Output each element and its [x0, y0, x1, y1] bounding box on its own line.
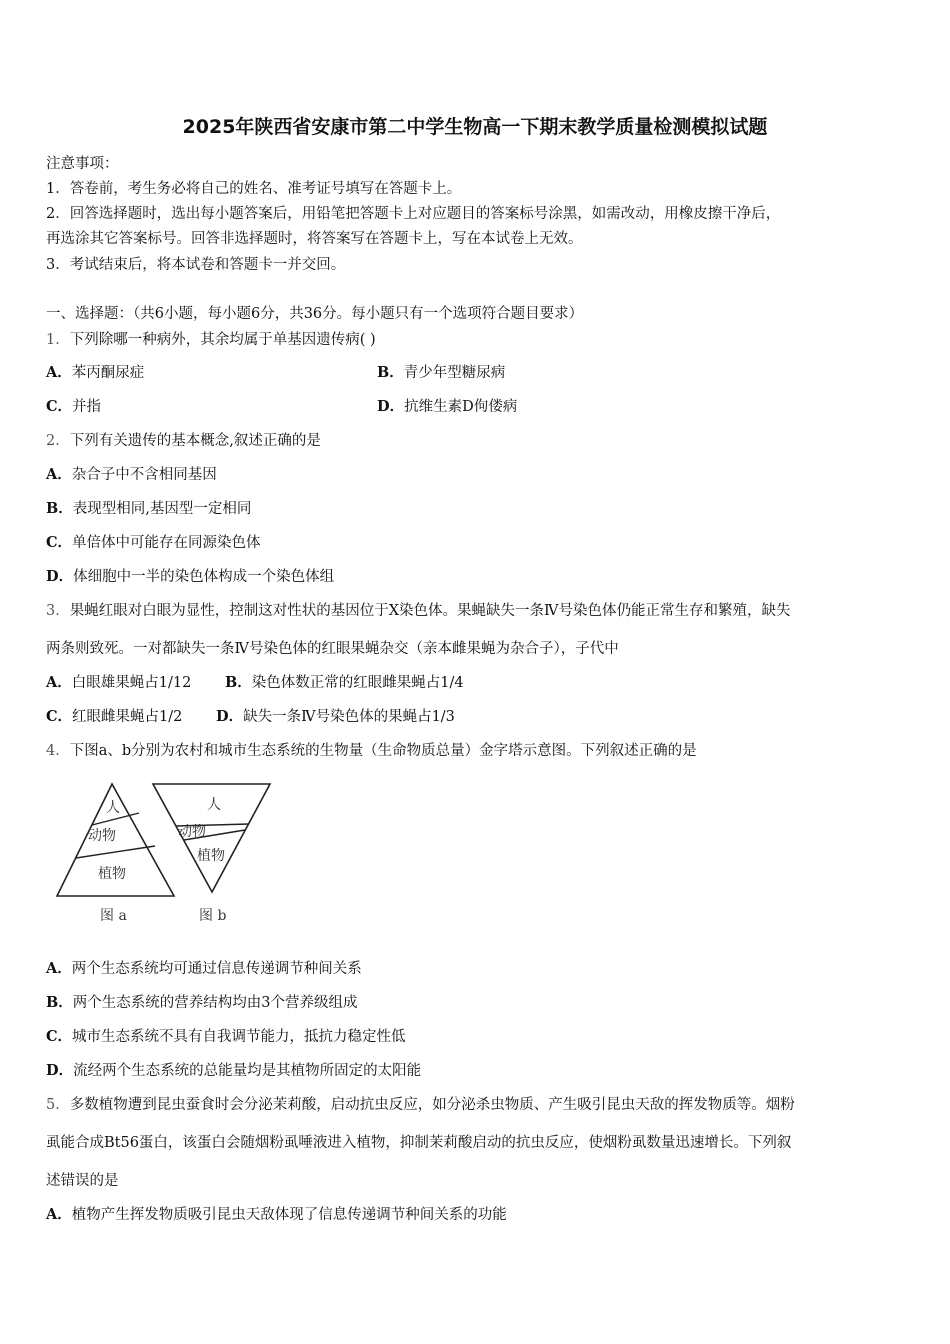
- option-label: B．: [46, 500, 73, 517]
- option-label: A．: [46, 1206, 72, 1223]
- q4-option-d: [46, 1059, 421, 1080]
- pyramid-b-bottom-label: 植物: [197, 848, 225, 864]
- question-number: 3．: [46, 603, 70, 619]
- option-text: 染色体数正常的红眼雌果蝇占1/4: [251, 675, 464, 691]
- q3-option-b: [225, 671, 464, 692]
- pyramid-a-caption: 图 a: [100, 908, 127, 924]
- question-number: 5．: [46, 1097, 70, 1113]
- q4-option-b: [46, 991, 358, 1012]
- question-4: [46, 739, 912, 760]
- option-label: A．: [46, 960, 72, 977]
- q1-option-d: [377, 395, 517, 416]
- question-number: 1．: [46, 332, 70, 348]
- option-label: B．: [46, 994, 73, 1011]
- q5-option-a: [46, 1203, 507, 1224]
- option-label: A．: [46, 466, 72, 483]
- option-text: 白眼雄果蝇占1/12: [71, 675, 192, 691]
- pyramid-b-caption: 图 b: [199, 908, 227, 924]
- question-5-cont-2: 述错误的是: [46, 1173, 119, 1189]
- q3-option-c: [46, 705, 182, 726]
- option-text: 青少年型糖尿病: [403, 365, 506, 381]
- question-stem: 多数植物遭到昆虫蚕食时会分泌茉莉酸，启动抗虫反应，如分泌杀虫物质、产生吸引昆虫天敌的挥发物质等。烟粉: [69, 1097, 795, 1113]
- notice-item-3: 3．考试结束后，将本试卷和答题卡一并交回。: [46, 257, 346, 273]
- option-label: D．: [377, 398, 405, 415]
- option-text: 红眼雌果蝇占1/2: [72, 709, 183, 725]
- question-3-cont: 两条则致死。一对都缺失一条Ⅳ号染色体的红眼果蝇杂交（亲本雌果蝇为杂合子），子代中: [46, 641, 619, 657]
- pyramid-a-top-label: 人: [106, 800, 120, 816]
- option-text: 抗维生素D佝偻病: [404, 399, 518, 415]
- question-stem: 下图a、b分别为农村和城市生态系统的生物量（生命物质总量）金字塔示意图。下列叙述正确的是: [69, 743, 697, 759]
- question-5-cont: 虱能合成Bt56蛋白，该蛋白会随烟粉虱唾液进入植物，抑制茉莉酸启动的抗虫反应，使烟粉虱数量迅速增长。下列叙: [46, 1135, 792, 1151]
- option-text: 缺失一条Ⅳ号染色体的果蝇占1/3: [243, 709, 455, 725]
- q2-option-a: [46, 463, 217, 484]
- option-text: 体细胞中一半的染色体构成一个染色体组: [73, 569, 335, 585]
- option-label: D．: [46, 1062, 74, 1079]
- question-2: [46, 429, 912, 450]
- option-label: B．: [225, 674, 252, 691]
- notice-heading: 注意事项：: [46, 156, 119, 172]
- question-3: [46, 599, 912, 620]
- question-stem: 下列有关遗传的基本概念,叙述正确的是: [69, 433, 321, 449]
- page-title: 2025年陕西省安康市第二中学生物高一下期末教学质量检测模拟试题: [182, 116, 768, 138]
- pyramid-a-bottom-label: 植物: [98, 866, 126, 882]
- section-heading: 一、选择题：（共6小题，每小题6分，共36分。每小题只有一个选项符合题目要求）: [46, 306, 584, 322]
- notice-item-2-cont: 再选涂其它答案标号。回答非选择题时，将答案写在答题卡上，写在本试卷上无效。: [46, 231, 583, 247]
- option-text: 两个生态系统均可通过信息传递调节种间关系: [71, 961, 362, 977]
- notice-item-2: 2．回答选择题时，选出每小题答案后，用铅笔把答题卡上对应题目的答案标号涂黑，如需改动，用橡皮擦干净后，: [46, 206, 781, 222]
- q2-option-b: [46, 497, 251, 518]
- option-label: C．: [46, 398, 73, 415]
- q4-option-c: [46, 1025, 406, 1046]
- option-text: 植物产生挥发物质吸引昆虫天敌体现了信息传递调节种间关系的功能: [71, 1207, 507, 1223]
- option-text: 两个生态系统的营养结构均由3个营养级组成: [72, 995, 358, 1011]
- q1-option-b: [377, 361, 505, 382]
- option-text: 城市生态系统不具有自我调节能力，抵抗力稳定性低: [72, 1029, 406, 1045]
- question-stem: 果蝇红眼对白眼为显性，控制这对性状的基因位于X染色体。果蝇缺失一条Ⅳ号染色体仍能正常生存和繁殖，缺失: [69, 603, 791, 619]
- option-text: 并指: [72, 399, 102, 415]
- option-text: 流经两个生态系统的总能量均是其植物所固定的太阳能: [73, 1063, 422, 1079]
- question-stem: 下列除哪一种病外，其余均属于单基因遗传病( ): [69, 332, 376, 348]
- option-label: C．: [46, 1028, 73, 1045]
- option-text: 杂合子中不含相同基因: [71, 467, 217, 483]
- q2-option-c: [46, 531, 261, 552]
- question-number: 2．: [46, 433, 70, 449]
- question-1: [46, 328, 912, 349]
- q2-option-d: [46, 565, 334, 586]
- question-number: 4．: [46, 743, 70, 759]
- biomass-pyramid-figure: [52, 778, 282, 938]
- option-text: 苯丙酮尿症: [71, 365, 145, 381]
- q4-option-a: [46, 957, 362, 978]
- option-text: 表现型相同,基因型一定相同: [72, 501, 252, 517]
- question-5: [46, 1093, 912, 1114]
- q1-option-c: [46, 395, 101, 416]
- q3-option-a: [46, 671, 191, 692]
- pyramid-a-divider-bottom: [76, 846, 155, 858]
- option-label: D．: [46, 568, 74, 585]
- option-label: B．: [377, 364, 404, 381]
- option-label: C．: [46, 534, 73, 551]
- option-label: A．: [46, 674, 72, 691]
- option-label: A．: [46, 364, 72, 381]
- pyramid-b-mid-label: 动物: [178, 824, 206, 840]
- option-text: 单倍体中可能存在同源染色体: [72, 535, 261, 551]
- pyramid-a-mid-label: 动物: [88, 828, 116, 844]
- option-label: C．: [46, 708, 73, 725]
- notice-item-1: 1．答卷前，考生务必将自己的姓名、准考证号填写在答题卡上。: [46, 181, 462, 197]
- q3-option-d: [216, 705, 455, 726]
- q1-option-a: [46, 361, 144, 382]
- option-label: D．: [216, 708, 244, 725]
- pyramid-b-top-label: 人: [207, 797, 221, 813]
